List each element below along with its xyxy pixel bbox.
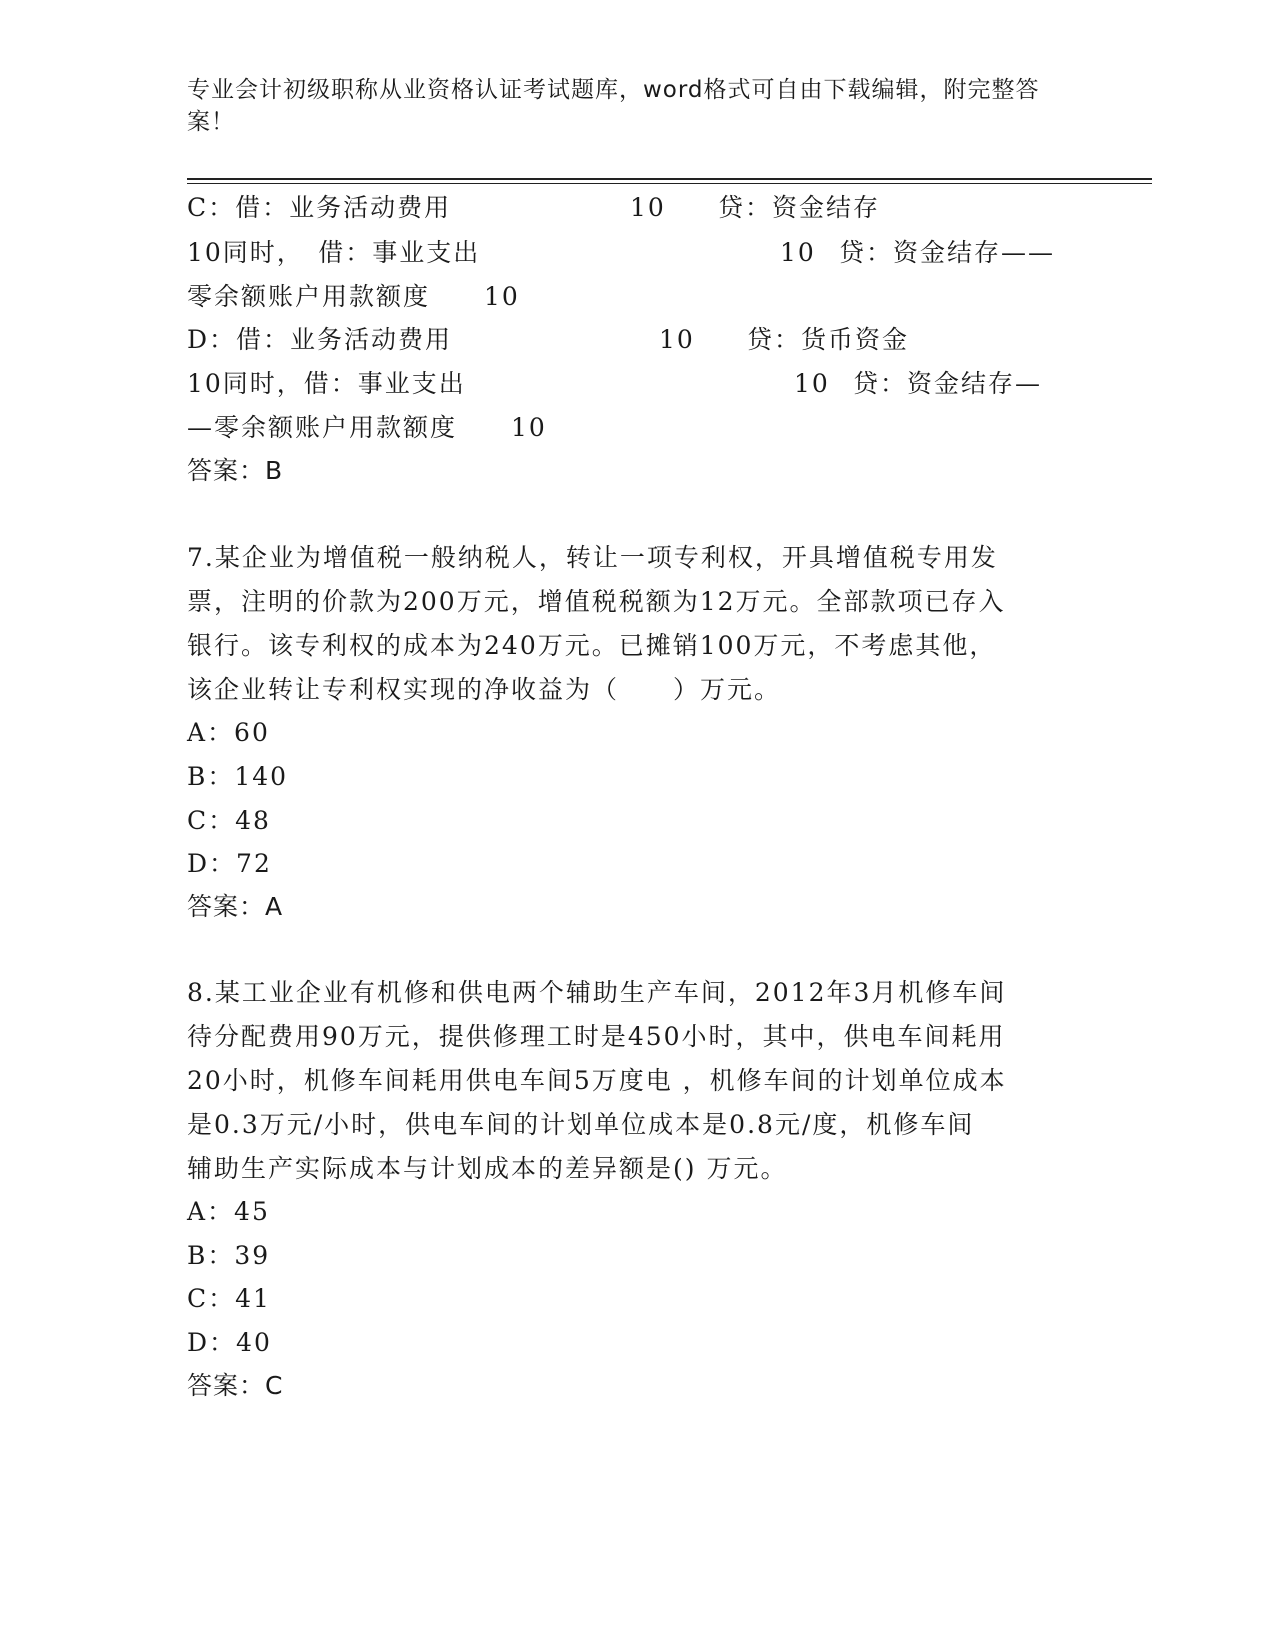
q6-d-credit-2: 贷：资金结存— bbox=[853, 369, 1043, 398]
q6-option-c-line-3: 零余额账户用款额度 10 bbox=[187, 282, 520, 311]
q8-option-b: B：39 bbox=[187, 1241, 271, 1270]
q7-option-d: D：72 bbox=[187, 849, 272, 878]
q8-stem-line-3: 20小时，机修车间耗用供电车间5万度电 ，机修车间的计划单位成本 bbox=[187, 1066, 1007, 1095]
q7-stem-line-4: 该企业转让专利权实现的净收益为（ ）万元。 bbox=[187, 675, 782, 704]
q6-c-credit-2: 贷：资金结存—— bbox=[839, 238, 1056, 267]
q8-stem-line-1: 8.某工业企业有机修和供电两个辅助生产车间，2012年3月机修车间 bbox=[187, 978, 1007, 1007]
header-rule-thick bbox=[187, 178, 1152, 180]
q6-c-simultaneous: 10同时， 借：事业支出 bbox=[187, 238, 481, 267]
q7-option-b: B：140 bbox=[187, 762, 289, 791]
header-line-2: 案！ bbox=[187, 109, 235, 135]
q6-option-d-line-3: —零余额账户用款额度 10 bbox=[187, 413, 547, 442]
q8-option-c: C：41 bbox=[187, 1284, 271, 1313]
q7-option-c: C：48 bbox=[187, 806, 271, 835]
q7-stem-line-1: 7.某企业为增值税一般纳税人，转让一项专利权，开具增值税专用发 bbox=[187, 543, 998, 572]
q8-stem-line-2: 待分配费用90万元，提供修理工时是450小时，其中，供电车间耗用 bbox=[187, 1022, 1006, 1051]
q8-stem-line-4: 是0.3万元/小时，供电车间的计划单位成本是0.8元/度，机修车间 bbox=[187, 1110, 975, 1139]
q6-c-debit: C：借：业务活动费用 bbox=[187, 193, 452, 222]
q8-option-a: A：45 bbox=[187, 1197, 270, 1226]
q8-option-d: D：40 bbox=[187, 1328, 272, 1357]
q6-d-simultaneous: 10同时，借：事业支出 bbox=[187, 369, 466, 398]
header-line-1: 专业会计初级职称从业资格认证考试题库，word格式可自由下载编辑，附完整答 bbox=[187, 77, 1040, 103]
q6-d-credit-1: 贷：货币资金 bbox=[747, 325, 910, 354]
q6-d-amount-2: 10 bbox=[794, 369, 830, 398]
page-header bbox=[187, 74, 1067, 138]
q6-d-debit: D：借：业务活动费用 bbox=[187, 325, 453, 354]
q7-stem-line-3: 银行。该专利权的成本为240万元。已摊销100万元，不考虑其他， bbox=[187, 631, 997, 660]
q8-answer: 答案：C bbox=[187, 1371, 284, 1400]
q6-c-amount-1: 10 bbox=[630, 193, 666, 222]
q6-d-amount-1: 10 bbox=[659, 325, 695, 354]
q7-answer: 答案：A bbox=[187, 892, 284, 921]
q6-c-amount-2: 10 bbox=[780, 238, 816, 267]
q6-c-credit-1: 贷：资金结存 bbox=[718, 193, 881, 222]
q7-stem-line-2: 票，注明的价款为200万元，增值税税额为12万元。全部款项已存入 bbox=[187, 587, 1006, 616]
q8-stem-line-5: 辅助生产实际成本与计划成本的差异额是() 万元。 bbox=[187, 1154, 788, 1183]
header-rule-thin bbox=[187, 183, 1152, 184]
q7-option-a: A：60 bbox=[187, 718, 270, 747]
q6-answer: 答案：B bbox=[187, 456, 284, 485]
